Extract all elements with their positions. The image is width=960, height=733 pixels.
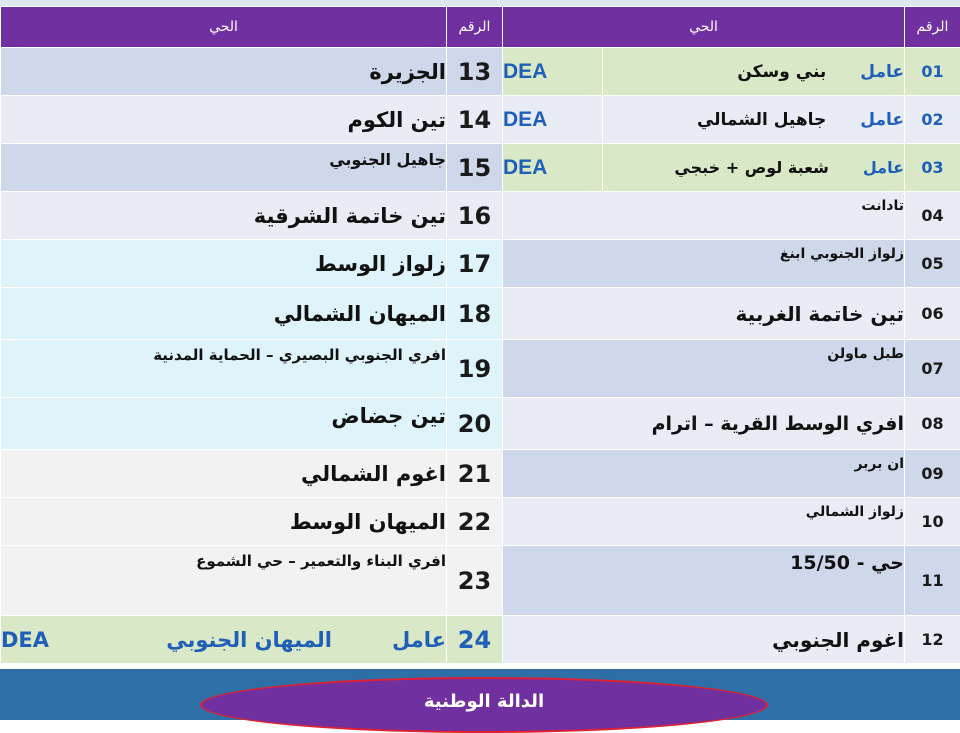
left-name-cell: الميهان الوسط (1, 498, 447, 546)
right-name-cell: زلواز الشمالي (503, 498, 905, 546)
table-row (1, 498, 960, 546)
table-row (1, 340, 960, 398)
left-name-cell (1, 616, 447, 664)
left-name-cell: زلواز الوسط (1, 240, 447, 288)
left-name-cell: تين الكوم (1, 96, 447, 144)
right-num-cell: 05 (905, 240, 960, 288)
left-num-cell: 23 (447, 546, 503, 616)
district-name: بني وسكن (737, 62, 826, 82)
table-row (1, 192, 960, 240)
left-num-cell: 18 (447, 288, 503, 340)
table-row (1, 288, 960, 340)
right-num-cell: 11 (905, 546, 960, 616)
worker-label: عامل (392, 628, 446, 652)
left-num-cell: 19 (447, 340, 503, 398)
district-name: الميهان الجنوبي (166, 628, 332, 652)
right-num-cell: 09 (905, 450, 960, 498)
right-num-cell: 08 (905, 398, 960, 450)
left-num-cell: 24 (447, 616, 503, 664)
right-num-cell: 04 (905, 192, 960, 240)
left-name-cell: تين جضاض (1, 398, 447, 450)
left-name-col-header: الحي (1, 7, 447, 48)
left-num-cell: 17 (447, 240, 503, 288)
dea-tag: DEA (1, 628, 49, 652)
dea-tag: DEA (503, 144, 603, 192)
dea-tag: DEA (503, 96, 603, 144)
left-num-cell: 16 (447, 192, 503, 240)
district-name: شعبة لوص + خبجي (674, 158, 828, 177)
right-name-col-header: الحي (503, 7, 905, 48)
right-num-cell: 01 (905, 48, 960, 96)
left-name-cell: تين خاتمة الشرقية (1, 192, 447, 240)
left-name-cell: الميهان الشمالي (1, 288, 447, 340)
right-num-cell: 02 (905, 96, 960, 144)
district-name: جاهيل الشمالي (697, 110, 826, 130)
dea-tag: DEA (503, 48, 603, 96)
left-name-cell: الجزيرة (1, 48, 447, 96)
right-num-cell: 10 (905, 498, 960, 546)
table-row (1, 48, 960, 96)
right-num-cell: 07 (905, 340, 960, 398)
left-name-cell: افري الجنوبي البصيري – الحماية المدنية (1, 340, 447, 398)
right-name-cell: حي - 15/50 (503, 546, 905, 616)
left-name-cell: افري البناء والتعمير – حي الشموع (1, 546, 447, 616)
left-num-cell: 22 (447, 498, 503, 546)
right-num-cell: 12 (905, 616, 960, 664)
right-num-col-header: الرقم (905, 7, 960, 48)
left-num-cell: 14 (447, 96, 503, 144)
right-name-cell: طبل ماولن (503, 340, 905, 398)
left-name-cell: جاهيل الجنوبي (1, 144, 447, 192)
table-row (1, 546, 960, 616)
right-name-cell (603, 96, 905, 144)
table-header-row (1, 7, 960, 48)
left-num-cell: 21 (447, 450, 503, 498)
left-num-col-header: الرقم (447, 7, 503, 48)
table-row (1, 96, 960, 144)
footer-title: الدالة الوطنية (202, 691, 766, 712)
worker-label: عامل (863, 158, 904, 177)
footer-bar (0, 669, 960, 720)
right-name-cell: افري الوسط القرية – اترام (503, 398, 905, 450)
right-name-cell: اغوم الجنوبي (503, 616, 905, 664)
left-num-cell: 13 (447, 48, 503, 96)
table-row (1, 144, 960, 192)
table-row (1, 240, 960, 288)
right-name-cell: تادانت (503, 192, 905, 240)
left-name-cell: اغوم الشمالي (1, 450, 447, 498)
right-name-cell: تين خاتمة الغربية (503, 288, 905, 340)
table-row (1, 450, 960, 498)
table-row (1, 616, 960, 664)
left-num-cell: 15 (447, 144, 503, 192)
footer-title-badge (200, 677, 768, 733)
left-num-cell: 20 (447, 398, 503, 450)
worker-label: عامل (860, 62, 904, 82)
right-name-cell (603, 144, 905, 192)
table-row (1, 398, 960, 450)
right-name-cell: ان بربر (503, 450, 905, 498)
right-name-cell: زلواز الجنوبي ابنغ (503, 240, 905, 288)
worker-label: عامل (860, 110, 904, 130)
right-name-cell (603, 48, 905, 96)
right-num-cell: 03 (905, 144, 960, 192)
right-num-cell: 06 (905, 288, 960, 340)
districts-table (0, 6, 960, 664)
